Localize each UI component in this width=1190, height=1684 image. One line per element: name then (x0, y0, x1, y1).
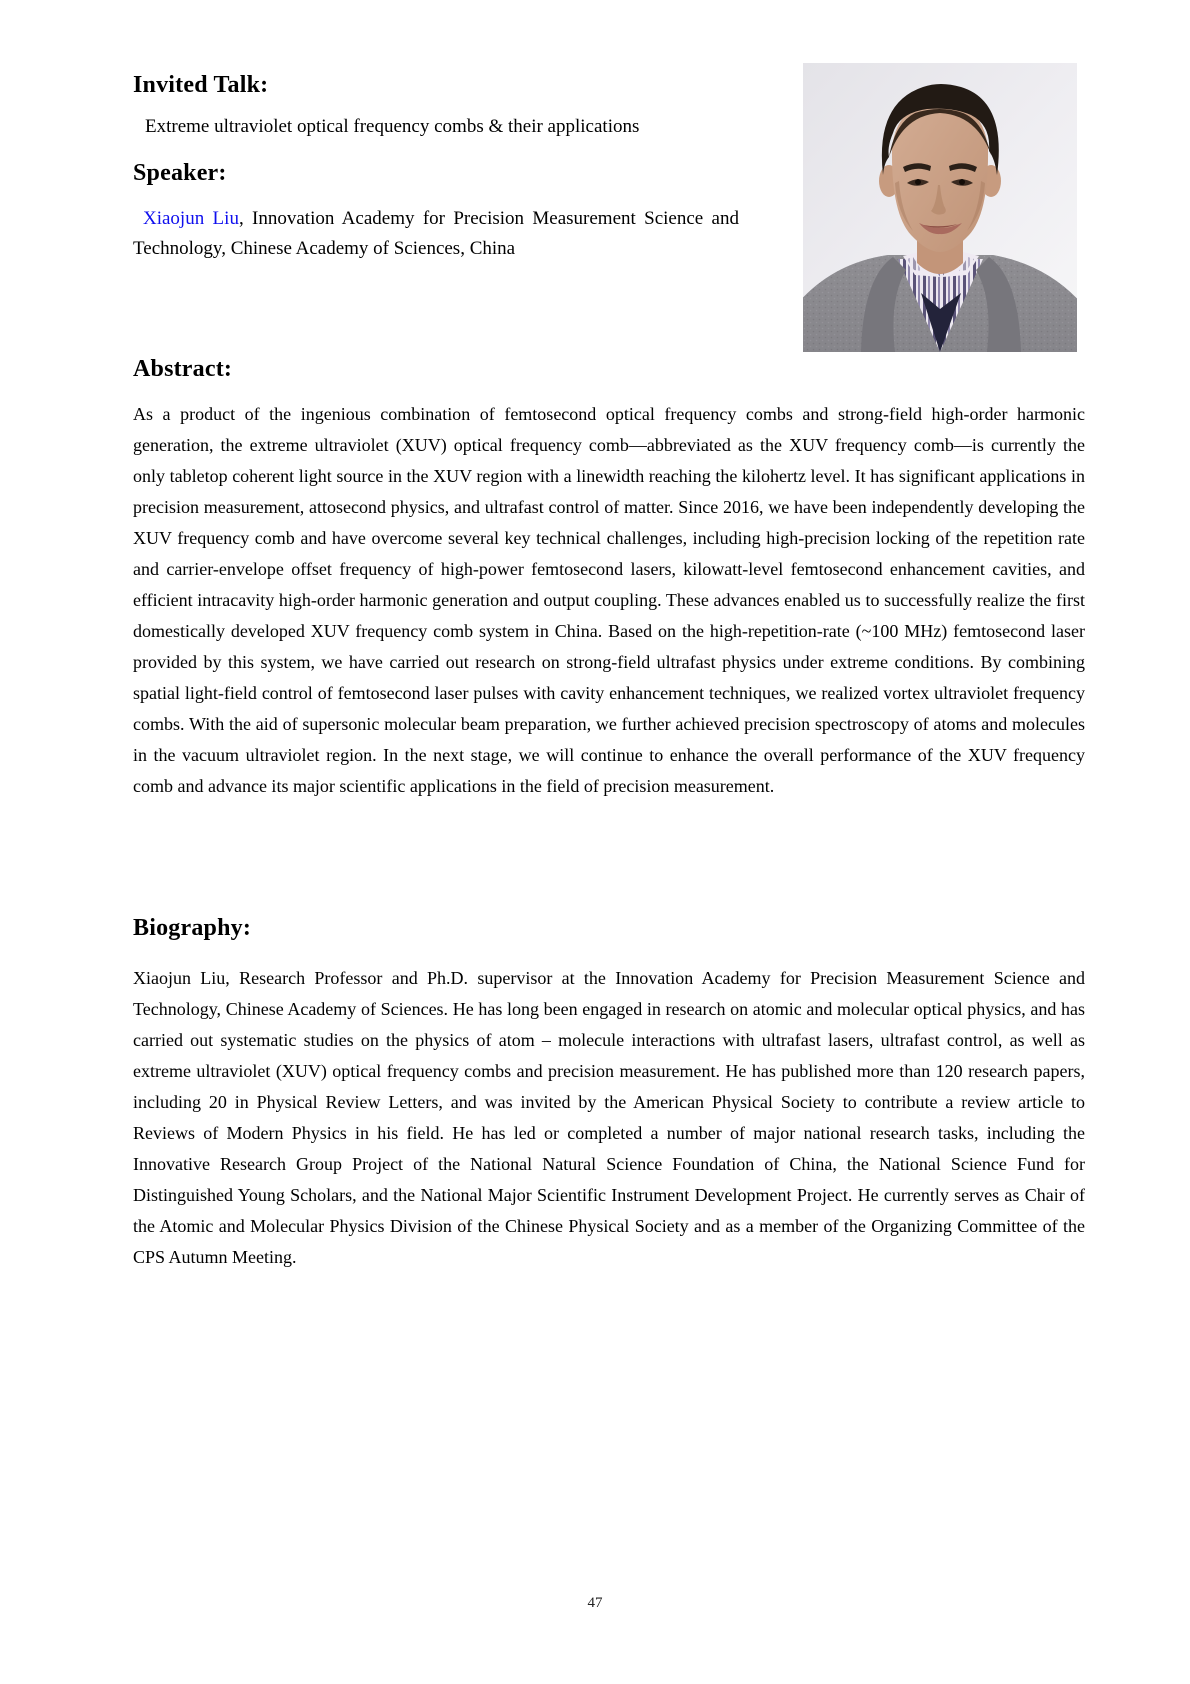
speaker-paragraph (133, 204, 739, 264)
abstract-heading: Abstract: (133, 356, 233, 382)
talk-title: Extreme ultraviolet optical frequency combs & their applications (145, 116, 640, 137)
speaker-name-link[interactable]: Xiaojun Liu (143, 208, 239, 229)
speaker-heading: Speaker: (133, 160, 227, 186)
biography-paragraph: Xiaojun Liu, Research Professor and Ph.D. supervisor at the Innovation Academy for Precision Measurement Science and Technology, Chinese Academy of Sciences. He has long been engaged in research on atomic and molecular optical physics, and has carried out systematic studies on the physics of atom – molecule interactions with ultrafast lasers, ultrafast control, as well as extreme ultraviolet (XUV) optical frequency combs and precision measurement. He has published more than 120 research papers, including 20 in Physical Review Letters, and was invited by the American Physical Society to contribute a review article to Reviews of Modern Physics in his field. He has led or completed a number of major national research tasks, including the Innovative Research Group Project of the National Natural Science Foundation of China, the National Science Fund for Distinguished Young Scholars, and the National Major Scientific Instrument Development Project. He currently serves as Chair of the Atomic and Molecular Physics Division of the Chinese Physical Society and as a member of the Organizing Committee of the CPS Autumn Meeting. (133, 968, 1085, 1267)
speaker-portrait-image (803, 63, 1077, 352)
page-number: 47 (587, 1595, 603, 1611)
invited-talk-heading: Invited Talk: (133, 72, 269, 98)
abstract-paragraph: As a product of the ingenious combination of femtosecond optical frequency combs and strong-field high-order harmonic generation, the extreme ultraviolet (XUV) optical frequency comb—abbreviated as the XUV frequency comb—is currently the only tabletop coherent light source in the XUV region with a linewidth reaching the kilohertz level. It has significant applications in precision measurement, attosecond physics, and ultrafast control of matter. Since 2016, we have been independently developing the XUV frequency comb and have overcome several key technical challenges, including high-precision locking of the repetition rate and carrier-envelope offset frequency of high-power femtosecond lasers, kilowatt-level femtosecond enhancement cavities, and efficient intracavity high-order harmonic generation and output coupling. These advances enabled us to successfully realize the first domestically developed XUV frequency comb system in China. Based on the high-repetition-rate (~100 MHz) femtosecond laser provided by this system, we have carried out research on strong-field ultrafast physics under extreme conditions. By combining spatial light-field control of femtosecond laser pulses with cavity enhancement techniques, we realized vortex ultraviolet frequency combs. With the aid of supersonic molecular beam preparation, we further achieved precision spectroscopy of atoms and molecules in the vacuum ultraviolet region. In the next stage, we will continue to enhance the overall performance of the XUV frequency comb and advance its major scientific applications in the field of precision measurement. (133, 404, 1085, 796)
speaker-photo (803, 63, 1077, 352)
biography-heading: Biography: (133, 915, 252, 941)
speaker-affiliation: , Innovation Academy for Precision Measurement Science and Technology, Chinese Academy of Sciences, China (133, 208, 739, 259)
